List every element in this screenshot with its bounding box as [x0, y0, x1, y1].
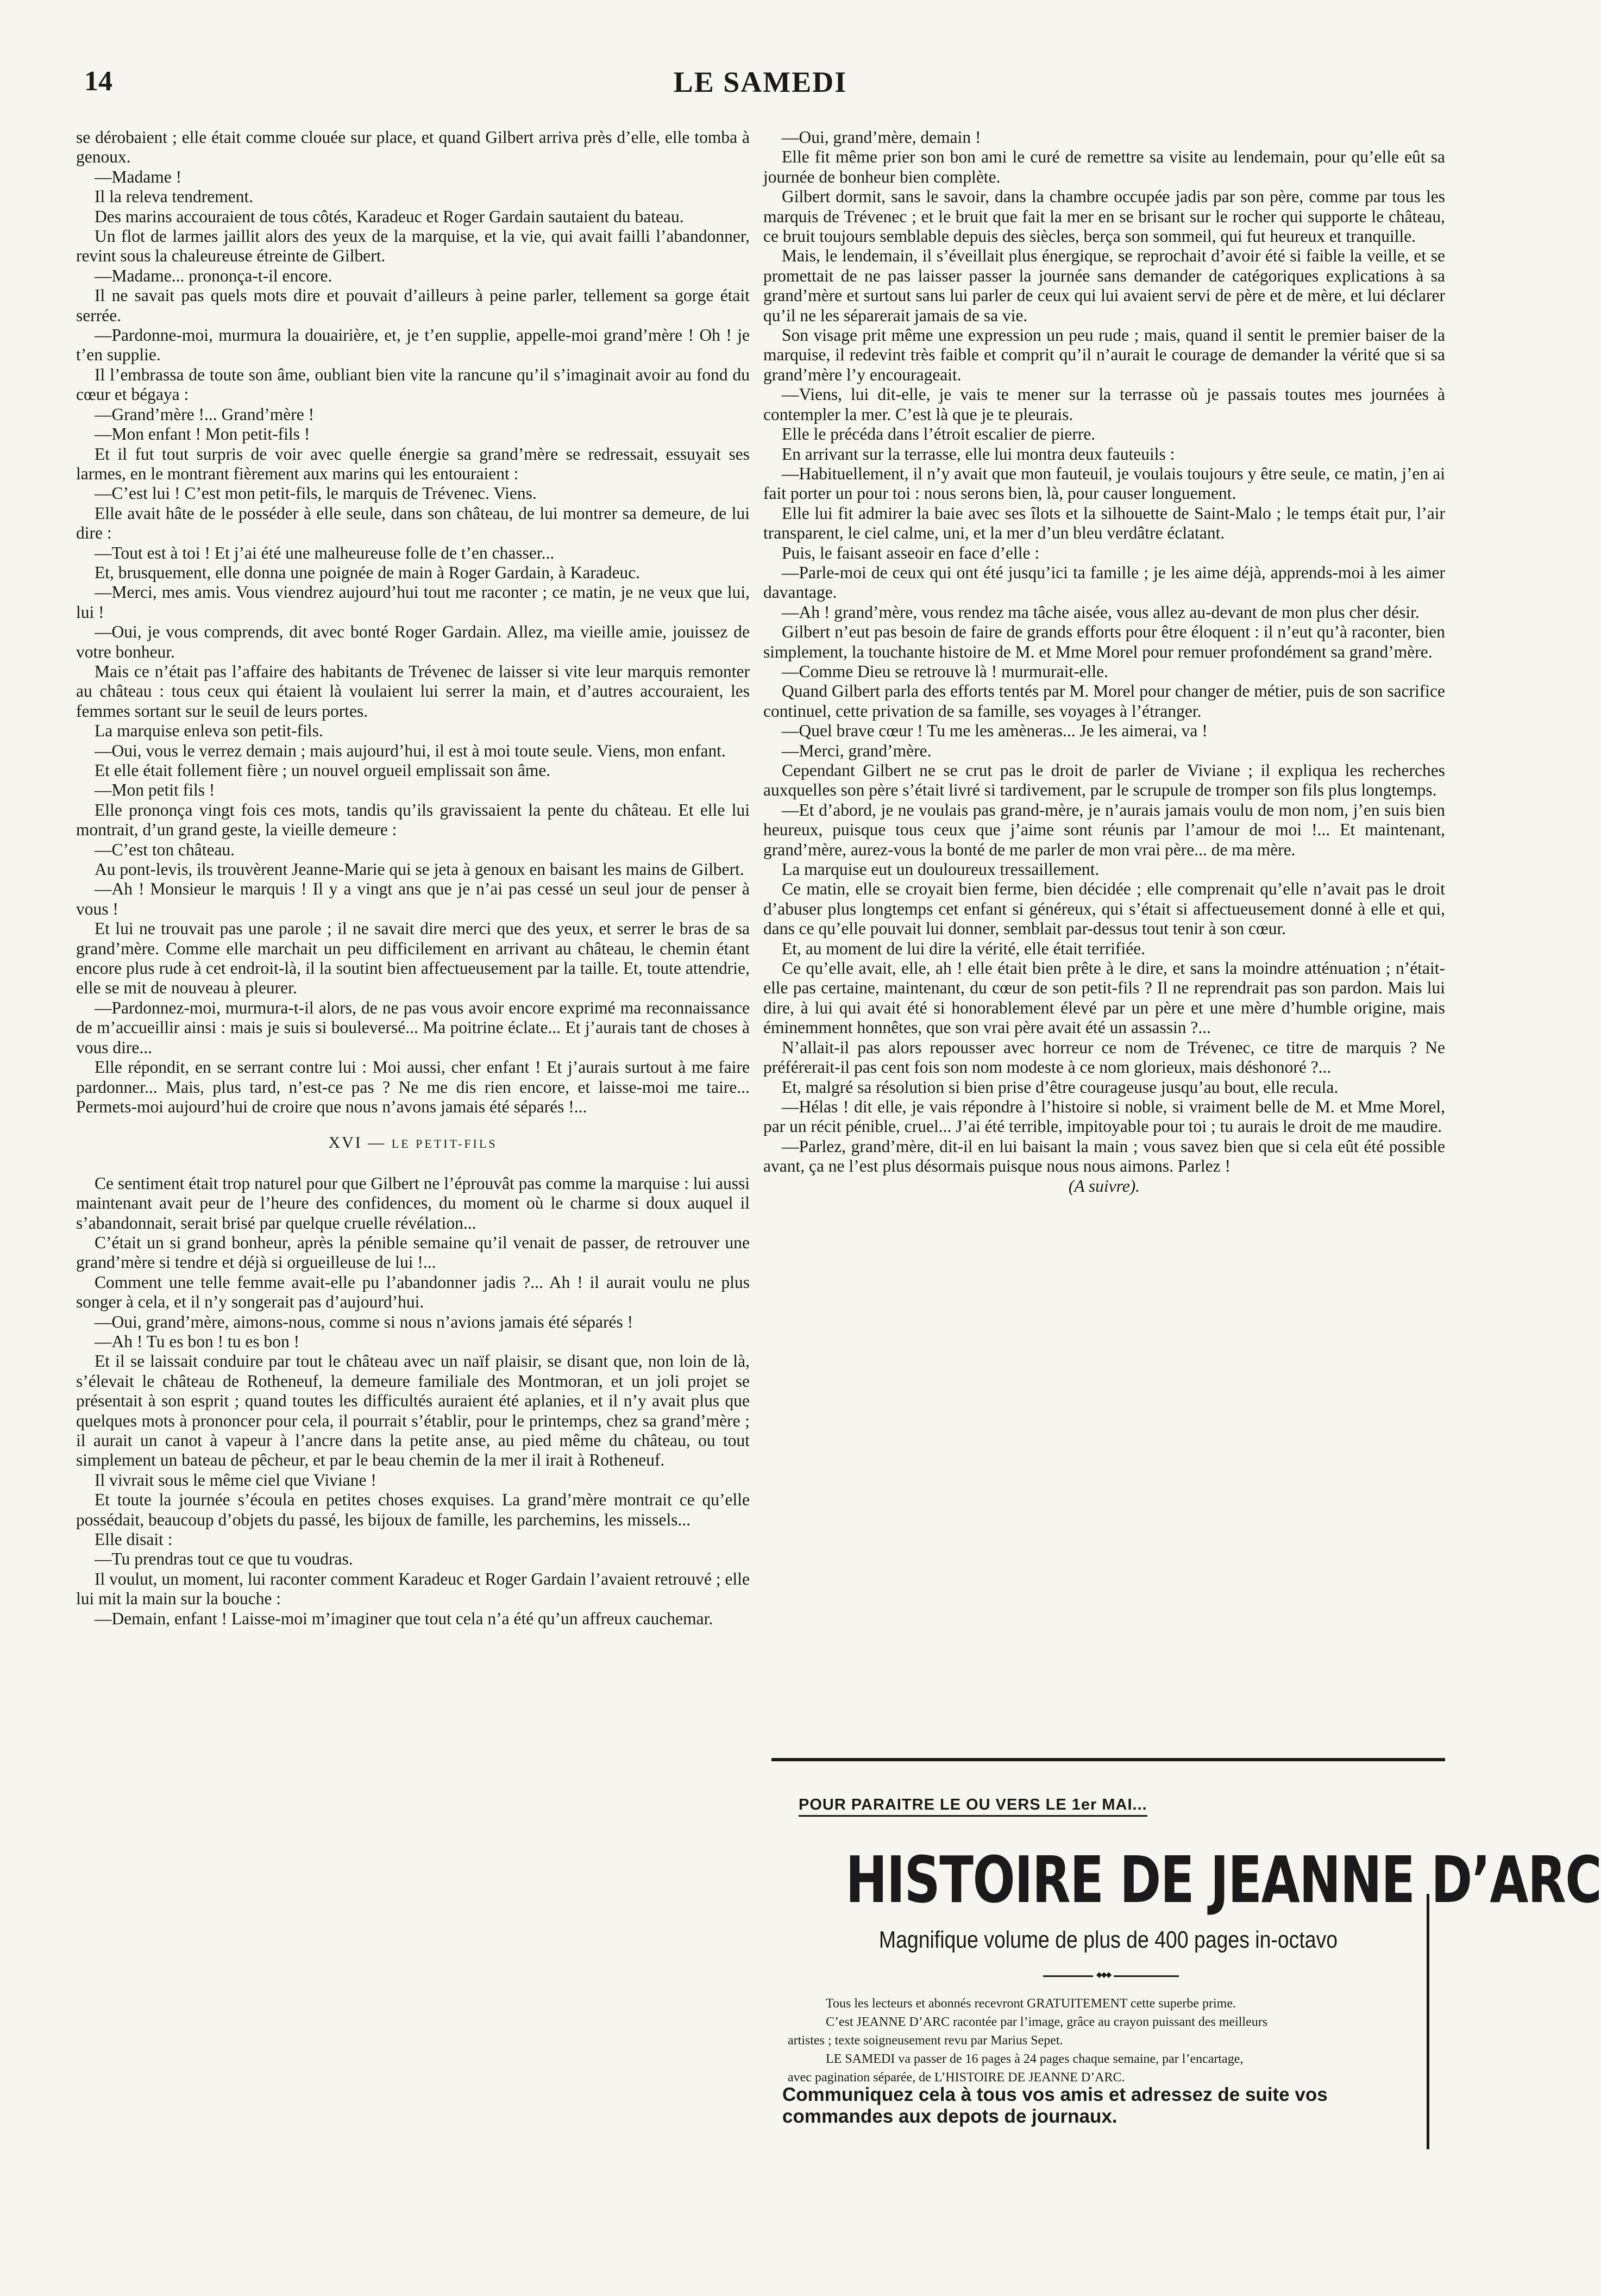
- paragraph: La marquise eut un douloureux tressaillement.: [782, 860, 1100, 879]
- paragraph: Des marins accouraient de tous côtés, Karadeuc et Roger Gardain sautaient du bateau.: [95, 207, 684, 226]
- chapter-dash: —: [362, 1134, 392, 1152]
- paragraph: Un flot de larmes jaillit alors des yeux de la marquise, et la vie, qui avait failli l’abandonner, revint sous la chaleureuse étreinte de Gilbert.: [76, 227, 750, 266]
- paragraph: —Hélas ! dit elle, je vais répondre à l’histoire si noble, si vraiment belle de M. et Mme Morel, par un récit pénible, cruel... J’ai été terrible, impitoyable pour toi ; tu aurais le droit de me maudire.: [763, 1097, 1445, 1136]
- chapter-heading: [76, 1133, 750, 1154]
- paragraph: —Pardonnez-moi, murmura-t-il alors, de ne pas vous avoir encore exprimé ma reconnaissance de m’accueillir ainsi : mais je suis si bouleversé... Ma poitrine éclate... Et j’aurais tant de choses à vous dire...: [76, 998, 750, 1057]
- right-column-body: [763, 128, 1445, 1177]
- paragraph: —Habituellement, il n’y avait que mon fauteuil, je voulais toujours y être seule, ce matin, j’en ai fait porter un pour toi : nous serons bien, là, pour causer longuement.: [763, 464, 1445, 503]
- ad-title: HISTOIRE DE JEANNE D’ARC: [845, 1842, 1601, 1917]
- ad-border: [1423, 1894, 1429, 2149]
- paragraph: Quand Gilbert parla des efforts tentés par M. Morel pour changer de métier, puis de son sacrifice continuel, cette privation de sa famille, ses voyages à l’étranger.: [763, 681, 1445, 721]
- to-be-continued: (A suivre).: [1068, 1176, 1140, 1196]
- paragraph: Et lui ne trouvait pas une parole ; il ne savait dire merci que des yeux, et serrer le bras de sa grand’mère. Comme elle marchait un peu difficilement en arrivant au château, le chemin étant encore plus rude à cet endroit-là, il la soutint bien affectueusement par la taille. Et, toute attendrie, elle se mit de nouveau à pleurer.: [76, 919, 750, 998]
- paragraph: Elle le précéda dans l’étroit escalier de pierre.: [782, 424, 1096, 444]
- ad-subtitle: Magnifique volume de plus de 400 pages in-octavo: [878, 1926, 1338, 1953]
- left-column-part-b: [76, 1174, 750, 1629]
- paragraph: —Parle-moi de ceux qui ont été jusqu’ici ta famille ; je les aime déjà, apprends-moi à les aimer davantage.: [763, 562, 1445, 602]
- paragraph: Il la releva tendrement.: [95, 187, 254, 207]
- paragraph: Et, au moment de lui dire la vérité, elle était terrifiée.: [782, 939, 1146, 958]
- paragraph: La marquise enleva son petit-fils.: [95, 721, 323, 741]
- paragraph: —Oui, grand’mère, aimons-nous, comme si nous n’avions jamais été séparés !: [95, 1312, 633, 1331]
- paragraph: Ce matin, elle se croyait bien ferme, bien décidée ; elle comprenait qu’elle n’avait pas le droit d’abuser plus longtemps cet enfant si généreux, qui s’était si affectueusement donné à elle et qui, dans ce qu’elle pouvait lui donner, semblait par-dessus tout tenir à son cœur.: [763, 879, 1445, 939]
- paragraph: Elle fit même prier son bon ami le curé de remettre sa visite au lendemain, pour qu’elle eût sa journée de bonheur bien complète.: [763, 147, 1445, 186]
- paragraph: —Parlez, grand’mère, dit-il en lui baisant la main ; vous savez bien que si cela eût été possible avant, ça ne l’est plus désormais puisque nous nous aimons. Parlez !: [763, 1136, 1445, 1176]
- paragraph: Il ne savait pas quels mots dire et pouvait d’ailleurs à peine parler, tellement sa gorge était serrée.: [76, 286, 750, 325]
- page-number: 14: [84, 66, 112, 97]
- paragraph: Mais, le lendemain, il s’éveillait plus énergique, se reprochait d’avoir été si faible la veille, et se promettait de ne pas laisser passer la journée sans demander de catégoriques explications à sa grand’mère et surtout sans lui parler de ceux qui lui avaient servi de père et de mère, et lui déclarer qu’il ne les séparerait jamais de sa vie.: [763, 246, 1445, 325]
- ornament-divider: [1043, 1975, 1179, 1977]
- paragraph: —Oui, grand’mère, demain !: [782, 128, 981, 147]
- paragraph: Elle prononça vingt fois ces mots, tandis qu’ils gravissaient la pente du château. Et elle lui montrait, d’un grand geste, la vieille demeure :: [76, 800, 750, 840]
- paragraph: —C’est lui ! C’est mon petit-fils, le marquis de Trévenec. Viens.: [95, 484, 537, 503]
- ad-details: [788, 1994, 1440, 2087]
- ad-line-4: LE SAMEDI va passer de 16 pages à 24 pages chaque semaine, par l’encartage,: [826, 2052, 1244, 2066]
- newspaper-title: LE SAMEDI: [673, 66, 847, 98]
- paragraph: —Quel brave cœur ! Tu me les amèneras... Je les aimerai, va !: [782, 721, 1208, 741]
- paragraph: Son visage prit même une expression un peu rude ; mais, quand il sentit le premier baiser de la marquise, il redevint très faible et comprit qu’il n’aurait le courage de demander la vérité que si sa grand’mère l’y encourageait.: [763, 326, 1445, 384]
- paragraph: Au pont-levis, ils trouvèrent Jeanne-Marie qui se jeta à genoux en baisant les mains de Gilbert.: [95, 860, 744, 879]
- paragraph: Et il fut tout surpris de voir avec quelle énergie sa grand’mère se redressait, essuyait ses larmes, en le montrant fièrement aux marins qui les entouraient :: [76, 444, 750, 483]
- ad-footer: Communiquez cela à tous vos amis et adressez de suite vos commandes aux depots de journaux.: [782, 2084, 1328, 2127]
- paragraph: —Mon enfant ! Mon petit-fils !: [95, 424, 310, 444]
- paragraph: Comment une telle femme avait-elle pu l’abandonner jadis ?... Ah ! il aurait voulu ne plus songer à cela, et il n’y songerait pas d’aujourd’hui.: [76, 1272, 750, 1312]
- page-header: [0, 0, 1521, 109]
- chapter-title: LE PETIT-FILS: [391, 1137, 498, 1151]
- paragraph: —Oui, vous le verrez demain ; mais aujourd’hui, il est à moi toute seule. Viens, mon enfant.: [95, 741, 726, 760]
- paragraph: Elle avait hâte de le posséder à elle seule, dans son château, de lui montrer sa demeure, de lui dire :: [76, 503, 750, 543]
- paragraph: Il vivrait sous le même ciel que Viviane !: [95, 1470, 376, 1490]
- paragraph: Ce qu’elle avait, elle, ah ! elle était bien prête à le dire, et sans la moindre atténuation ; n’était-elle pas certaine, maintenant, du cœur de son petit-fils ? Il ne reprendrait pas son pardon. Mais lui dire, à lui qui avait été si honorablement élevé par un père et une mère d’humble origine, mais éminemment honnêtes, que son vrai père avait été un assassin ?...: [763, 959, 1445, 1037]
- advertisement: [771, 1769, 1601, 2149]
- ad-line-2: C’est JEANNE D’ARC racontée par l’image, grâce au crayon puissant des meilleurs: [826, 2015, 1268, 2029]
- paragraph: —Viens, lui dit-elle, je vais te mener sur la terrasse où je passais toutes mes journées à contempler la mer. C’est là que je te pleurais.: [763, 385, 1445, 424]
- separator-rule: [771, 1758, 1445, 1761]
- paragraph: —Demain, enfant ! Laisse-moi m’imaginer que tout cela n’a été qu’un affreux cauchemar.: [95, 1609, 713, 1628]
- paragraph: Et toute la journée s’écoula en petites choses exquises. La grand’mère montrait ce qu’elle possédait, beaucoup d’objets du passé, les bijoux de famille, les parchemins, les missels...: [76, 1490, 750, 1529]
- paragraph: Et elle était follement fière ; un nouvel orgueil emplissait son âme.: [95, 761, 551, 780]
- right-column: [763, 128, 1445, 1196]
- paragraph: Il voulut, un moment, lui raconter comment Karadeuc et Roger Gardain l’avaient retrouvé ; elle lui mit la main sur la bouche :: [76, 1569, 750, 1609]
- paragraph: Cependant Gilbert ne se crut pas le droit de parler de Viviane ; il expliqua les recherches auxquelles son père s’était livré si tardivement, par le scrupule de tromper son fils plus longtemps.: [763, 761, 1445, 800]
- paragraph: —Oui, je vous comprends, dit avec bonté Roger Gardain. Allez, ma vieille amie, jouissez de votre bonheur.: [76, 622, 750, 661]
- chapter-number: XVI: [328, 1134, 362, 1152]
- paragraph: —Comme Dieu se retrouve là ! murmurait-elle.: [782, 661, 1108, 681]
- paragraph: se dérobaient ; elle était comme clouée sur place, et quand Gilbert arriva près d’elle, elle tomba à genoux.: [76, 128, 750, 167]
- paragraph: Gilbert dormit, sans le savoir, dans la chambre occupée jadis par son père, comme par tous les marquis de Trévenec ; et le bruit que fait la mer en se brisant sur le rocher qui supporte le château, ce bruit toujours semblable depuis des siècles, berça son sommeil, qui fut heureux et tranquille.: [763, 187, 1445, 246]
- left-column: [76, 128, 750, 1629]
- left-column-part-a: [76, 128, 750, 1117]
- ad-kicker: POUR PARAITRE LE OU VERS LE 1er MAI...: [799, 1796, 1147, 1817]
- paragraph: —Ah ! Tu es bon ! tu es bon !: [95, 1331, 300, 1351]
- ad-line-3: artistes ; texte soigneusement revu par Marius Sepet.: [788, 2034, 1063, 2048]
- ad-line-5: avec pagination séparée, de L’HISTOIRE DE JEANNE D’ARC.: [788, 2070, 1125, 2085]
- paragraph: —Merci, grand’mère.: [782, 741, 932, 760]
- paragraph: Ce sentiment était trop naturel pour que Gilbert ne l’éprouvât pas comme la marquise : lui aussi maintenant avait peur de l’heure des confidences, du moment où le charme si doux auquel il s’abandonnait, serait brisé par quelque cruelle révélation...: [76, 1173, 750, 1233]
- paragraph: Il l’embrassa de toute son âme, oubliant bien vite la rancune qu’il s’imaginait avoir au fond du cœur et bégaya :: [76, 365, 750, 404]
- paragraph: —Madame !: [95, 167, 182, 186]
- paragraph: —Ah ! grand’mère, vous rendez ma tâche aisée, vous allez au-devant de mon plus cher désir.: [782, 602, 1420, 622]
- paragraph: Elle répondit, en se serrant contre lui : Moi aussi, cher enfant ! Et j’aurais surtout à me faire pardonner... Mais, plus tard, n’est-ce pas ? Ne me dis rien encore, et laisse-moi me taire... Permets-moi aujourd’hui de croire que nous n’avons jamais été séparés !...: [76, 1058, 750, 1116]
- paragraph: —Et d’abord, je ne voulais pas grand-mère, je n’aurais jamais voulu de mon nom, j’en suis bien heureux, puisque tous ceux que j’aime sont réunis par l’amour de moi !... Et maintenant, grand’mère, aurez-vous la bonté de me parler de mon vrai père... de ma mère.: [763, 800, 1445, 859]
- paragraph: —C’est ton château.: [95, 840, 235, 859]
- paragraph: —Merci, mes amis. Vous viendrez aujourd’hui tout me raconter ; ce matin, je ne veux que lui, lui !: [76, 583, 750, 622]
- paragraph: Puis, le faisant asseoir en face d’elle :: [782, 543, 1040, 562]
- paragraph: Et, malgré sa résolution si bien prise d’être courageuse jusqu’au bout, elle recula.: [782, 1077, 1339, 1097]
- paragraph: C’était un si grand bonheur, après la pénible semaine qu’il venait de passer, de retrouver une grand’mère si tendre et déjà si orgueilleuse de lui !...: [76, 1233, 750, 1272]
- paragraph: N’allait-il pas alors repousser avec horreur ce nom de Trévenec, ce titre de marquis ? Ne préférerait-il pas cent fois son nom modeste à ce nom glorieux, mais déshonoré ?...: [763, 1037, 1445, 1077]
- paragraph: —Pardonne-moi, murmura la douairière, et, je t’en supplie, appelle-moi grand’mère ! Oh ! je t’en supplie.: [76, 326, 750, 365]
- paragraph: Elle lui fit admirer la baie avec ses îlots et la silhouette de Saint-Malo ; le temps était pur, l’air transparent, le ciel calme, uni, et la mer d’un bleu verdâtre éclatant.: [763, 503, 1445, 543]
- paragraph: Et il se laissait conduire par tout le château avec un naïf plaisir, se disant que, non loin de là, s’élevait le château de Rotheneuf, la demeure familiale des Montmoran, et un joli projet se présentait à son esprit ; quand toutes les difficultés auraient été aplanies, et il n’y avait plus que quelques mots à prononcer pour cela, il pourrait s’établir, pour le printemps, chez sa grand’mère ; il aurait un canot à vapeur à l’ancre dans la petite anse, au pied même du château, ou tout simplement un bateau de pêcheur, et par le beau chemin de la mer il irait à Rotheneuf.: [76, 1352, 750, 1470]
- paragraph: —Ah ! Monsieur le marquis ! Il y a vingt ans que je n’ai pas cessé un seul jour de penser à vous !: [76, 879, 750, 918]
- paragraph: —Madame... prononça-t-il encore.: [95, 266, 332, 285]
- paragraph: Et, brusquement, elle donna une poignée de main à Roger Gardain, à Karadeuc.: [95, 562, 641, 582]
- paragraph: —Tout est à toi ! Et j’ai été une malheureuse folle de t’en chasser...: [95, 543, 555, 562]
- paragraph: Mais ce n’était pas l’affaire des habitants de Trévenec de laisser si vite leur marquis remonter au château : tous ceux qui étaient là voulaient lui serrer la main, et d’autres accouraient, les femmes sortant sur le seuil de leurs portes.: [76, 661, 750, 721]
- paragraph: En arrivant sur la terrasse, elle lui montra deux fauteuils :: [782, 444, 1175, 464]
- paragraph: —Tu prendras tout ce que tu voudras.: [95, 1549, 353, 1569]
- paragraph: Gilbert n’eut pas besoin de faire de grands efforts pour être éloquent : il n’eut qu’à raconter, bien simplement, la touchante histoire de M. et Mme Morel pour remuer profondément sa grand’mère.: [763, 622, 1445, 661]
- paragraph: Elle disait :: [95, 1530, 173, 1549]
- paragraph: —Grand’mère !... Grand’mère !: [95, 404, 315, 424]
- ad-line-1: Tous les lecteurs et abonnés recevront GRATUITEMENT cette superbe prime.: [826, 1997, 1236, 2011]
- paragraph: —Mon petit fils !: [95, 780, 215, 800]
